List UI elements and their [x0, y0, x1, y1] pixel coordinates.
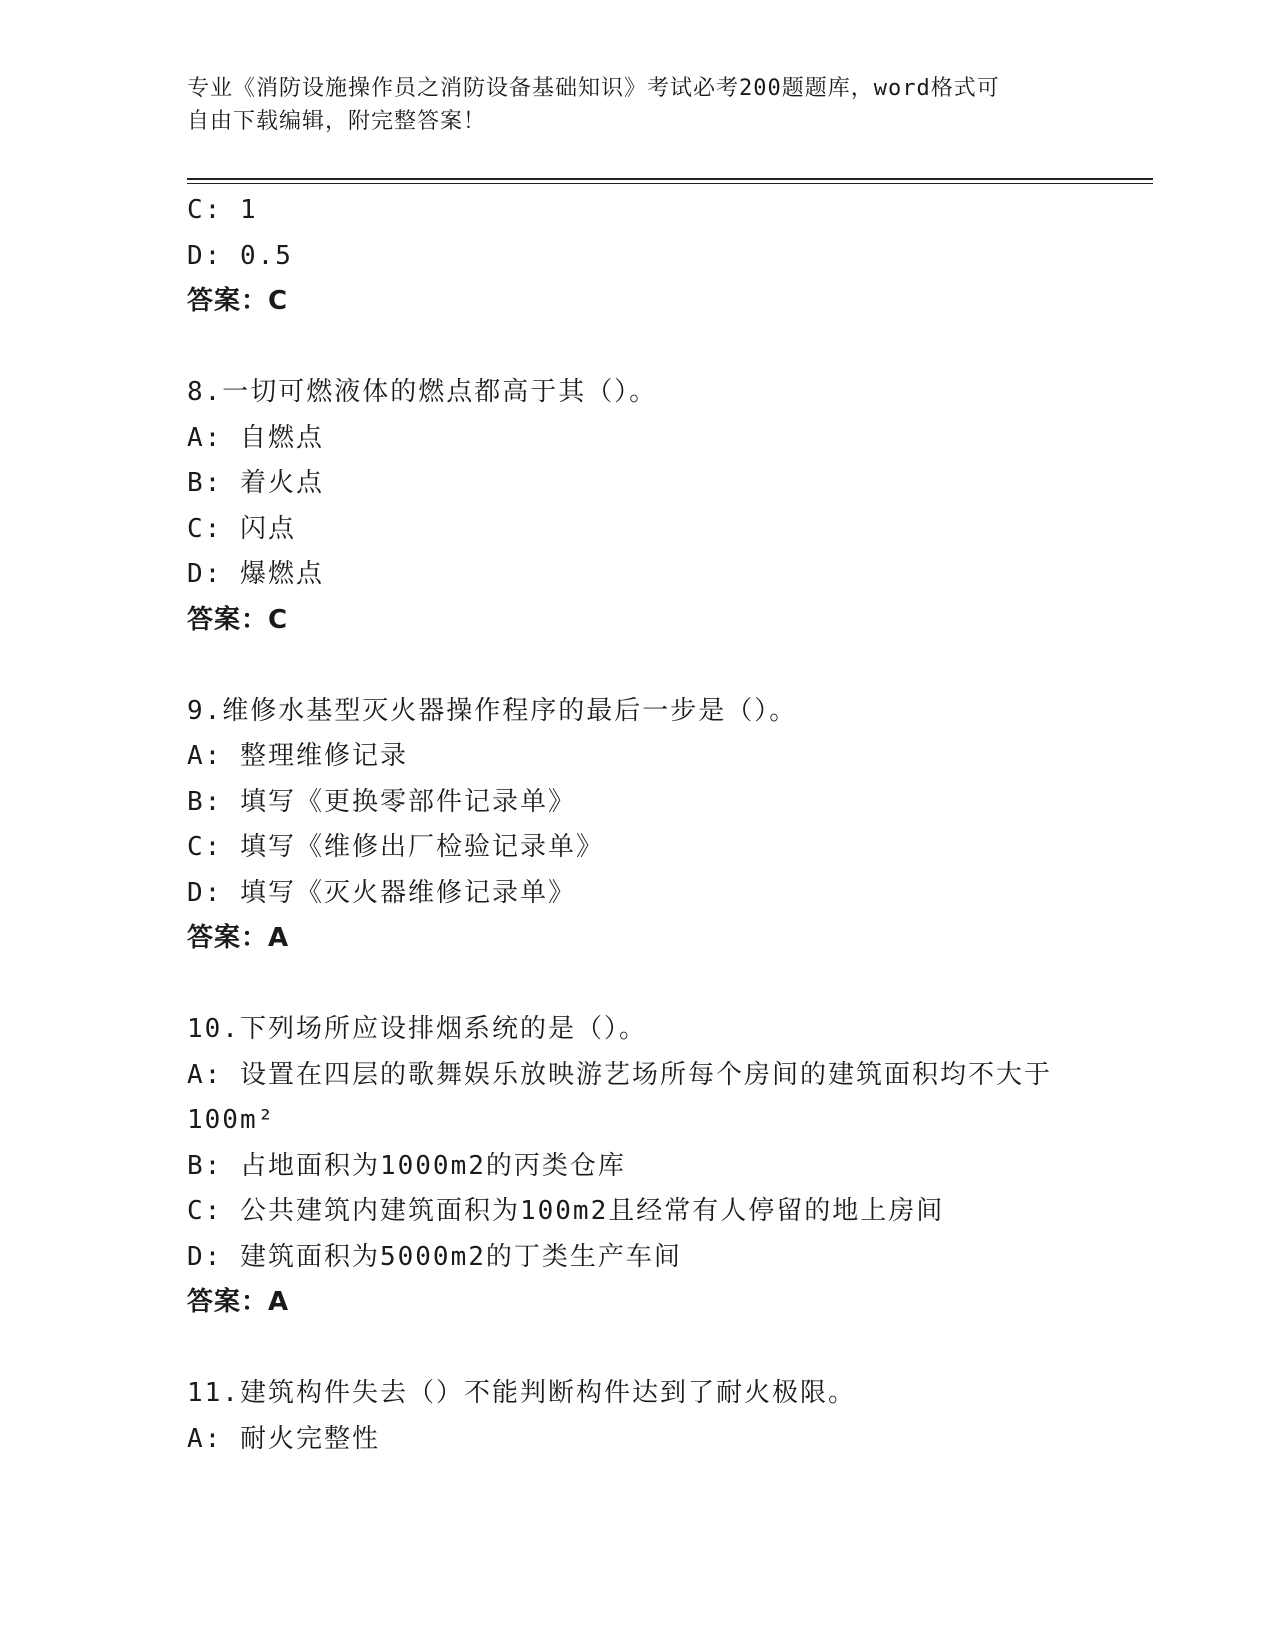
answer-line: 答案：A	[187, 923, 290, 953]
option-a: A: 整理维修记录	[187, 741, 408, 771]
answer-line: 答案：A	[187, 1287, 290, 1317]
option-a: A: 设置在四层的歌舞娱乐放映游艺场所每个房间的建筑面积均不大于	[187, 1059, 1052, 1090]
option-b: B: 占地面积为1000m2的丙类仓库	[187, 1150, 626, 1181]
spacer	[187, 962, 1087, 1008]
option-c: C: 闪点	[187, 513, 296, 544]
question-list	[187, 188, 1087, 1462]
header-line-2: 自由下载编辑，附完整答案！	[187, 109, 487, 134]
option-a-continued: 100m²	[187, 1105, 276, 1135]
option-d: D: 0.5	[187, 240, 293, 271]
question-text: 11.建筑构件失去（）不能判断构件达到了耐火极限。	[187, 1378, 856, 1408]
header-divider-thick	[187, 178, 1153, 180]
option-c: C: 填写《维修出厂检验记录单》	[187, 832, 604, 862]
answer-line: 答案：C	[187, 604, 289, 635]
question-11	[187, 1371, 1087, 1462]
option-a: A: 自燃点	[187, 422, 324, 453]
spacer	[187, 643, 1087, 689]
option-b: B: 填写《更换零部件记录单》	[187, 786, 576, 817]
option-b: B: 着火点	[187, 468, 324, 498]
question-text: 9.维修水基型灭火器操作程序的最后一步是（）。	[187, 695, 798, 726]
option-d: D: 建筑面积为5000m2的丁类生产车间	[187, 1241, 682, 1272]
question-9	[187, 689, 1087, 962]
previous-question-tail	[187, 188, 1087, 325]
option-a: A: 耐火完整性	[187, 1423, 380, 1454]
answer-line: 答案：C	[187, 286, 289, 316]
question-text: 8.一切可燃液体的燃点都高于其（）。	[187, 377, 658, 407]
header-divider-thin	[187, 183, 1153, 184]
spacer	[187, 1326, 1087, 1372]
question-8	[187, 370, 1087, 643]
option-d: D: 填写《灭火器维修记录单》	[187, 877, 576, 908]
option-c: C: 1	[187, 195, 258, 225]
spacer	[187, 325, 1087, 371]
question-10	[187, 1007, 1087, 1326]
document-header	[187, 72, 1067, 138]
option-c: C: 公共建筑内建筑面积为100m2且经常有人停留的地上房间	[187, 1196, 945, 1226]
question-text: 10.下列场所应设排烟系统的是（）。	[187, 1014, 647, 1044]
header-line-1: 专业《消防设施操作员之消防设备基础知识》考试必考200题题库，word格式可	[187, 76, 1000, 101]
option-d: D: 爆燃点	[187, 559, 324, 589]
